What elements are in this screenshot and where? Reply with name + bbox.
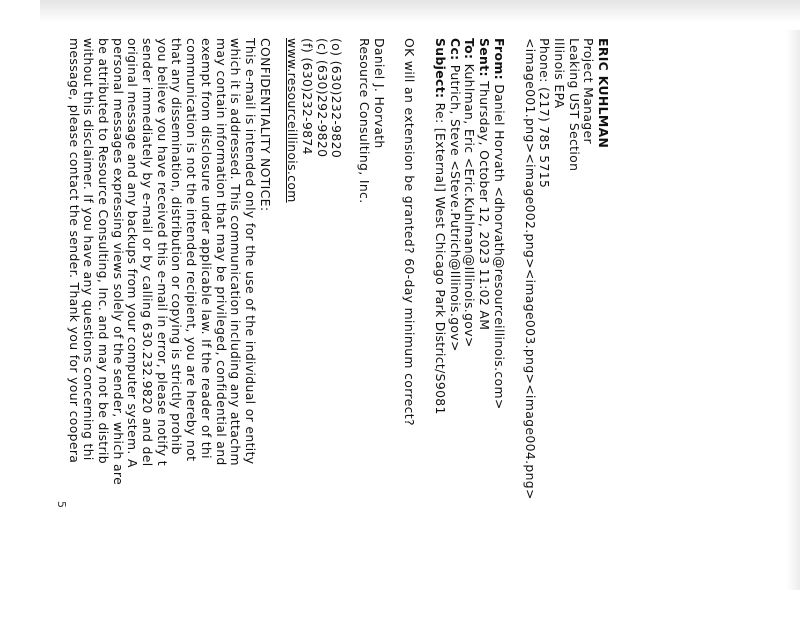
confidentiality-line: that any dissemination, distribution or copying is strictly prohib [169, 38, 185, 455]
sender-office-phone: (o) (630)232-9820 [329, 38, 345, 159]
signature-section: Leaking UST Section [566, 38, 582, 172]
sent-value: Thursday, October 12, 2023 11:02 AM [477, 81, 493, 331]
sent-label: Sent: [477, 38, 493, 77]
confidentiality-line: personal messages expressing views solely of the sender, which are [110, 38, 126, 486]
sender-company: Resource Consulting, Inc. [357, 38, 373, 204]
confidentiality-line: be attributed to Resource Consulting, Inc. and may not be distrib [96, 38, 112, 464]
from-value: Daniel Horvath <dhorvath@resourceillinois.com> [491, 84, 507, 410]
cc-label: Cc: [447, 38, 463, 61]
confidentiality-line: without this disclaimer. If you have any questions concerning thi [81, 38, 97, 461]
confidentiality-line: original message and any backups from your computer system. A [125, 38, 141, 468]
confidentiality-line: which it is addressed. This communication including any attachm [228, 38, 244, 466]
spacer [343, 38, 356, 618]
signature-name: ERIC KUHLMAN [596, 38, 611, 149]
confidentiality-line: sender immediately by e-mail or by calling 630.232.9820 and del [140, 38, 156, 467]
confidentiality-line: This e-mail is intended only for the use of the individual or entity [242, 38, 258, 465]
email-document [66, 38, 610, 618]
confidentiality-line: message, please contact the sender. Thank you for your coopera [66, 38, 82, 464]
scan-shadow-edge [786, 30, 800, 590]
cc-value: Putrich, Steve <Steve.Putrich@Illinois.gov> [447, 64, 463, 352]
confidentiality-line: may contain information that may be privileged, confidential and [213, 38, 229, 466]
signature-agency: Illinois EPA [551, 38, 567, 109]
confidentiality-heading: CONFIDENTIALITY NOTICE: [257, 38, 273, 212]
confidentiality-line: you believe you have received this e-mail in error, please notify t [154, 38, 170, 466]
email-sent-row [477, 38, 492, 618]
scan-shadow-top [40, 0, 800, 22]
signature-title: Project Manager [581, 38, 597, 144]
confidentiality-line: exempt from disclosure under applicable law. If the reader of thi [198, 38, 214, 459]
spacer [506, 38, 522, 618]
email-body-message: OK will an extension be granted? 60-day minimum correct? [402, 38, 418, 426]
email-to-row [462, 38, 477, 618]
email-from-row [491, 38, 506, 618]
spacer [416, 38, 432, 618]
sender-name: Daniel J. Horvath [371, 38, 387, 149]
page-number: 5 [55, 501, 68, 508]
sender-fax: (f) (630)232-9874 [300, 38, 315, 155]
from-label: From: [491, 38, 507, 80]
spacer [386, 38, 402, 618]
subject-label: Subject: [433, 38, 449, 99]
spacer [272, 38, 285, 618]
subject-value: Re: [External] West Chicago Park District/S9081 [433, 102, 449, 415]
sender-cell-phone: (c) (630)292-9820 [314, 38, 330, 158]
signature-phone: Phone: (217) 785 5715 [537, 38, 553, 189]
email-cc-row [447, 38, 462, 618]
signature-images: <image001.png><image002.png><image003.png><image004.png> [522, 38, 538, 500]
confidentiality-line: communication is not the intended recipient, you are hereby not [184, 38, 200, 462]
to-value: Kuhlman, Eric <Eric.Kuhlman@Illinois.gov> [462, 63, 478, 348]
to-label: To: [462, 38, 478, 60]
sender-website-link[interactable]: www.resourceillinois.com [285, 38, 301, 203]
email-subject-row [432, 38, 447, 618]
